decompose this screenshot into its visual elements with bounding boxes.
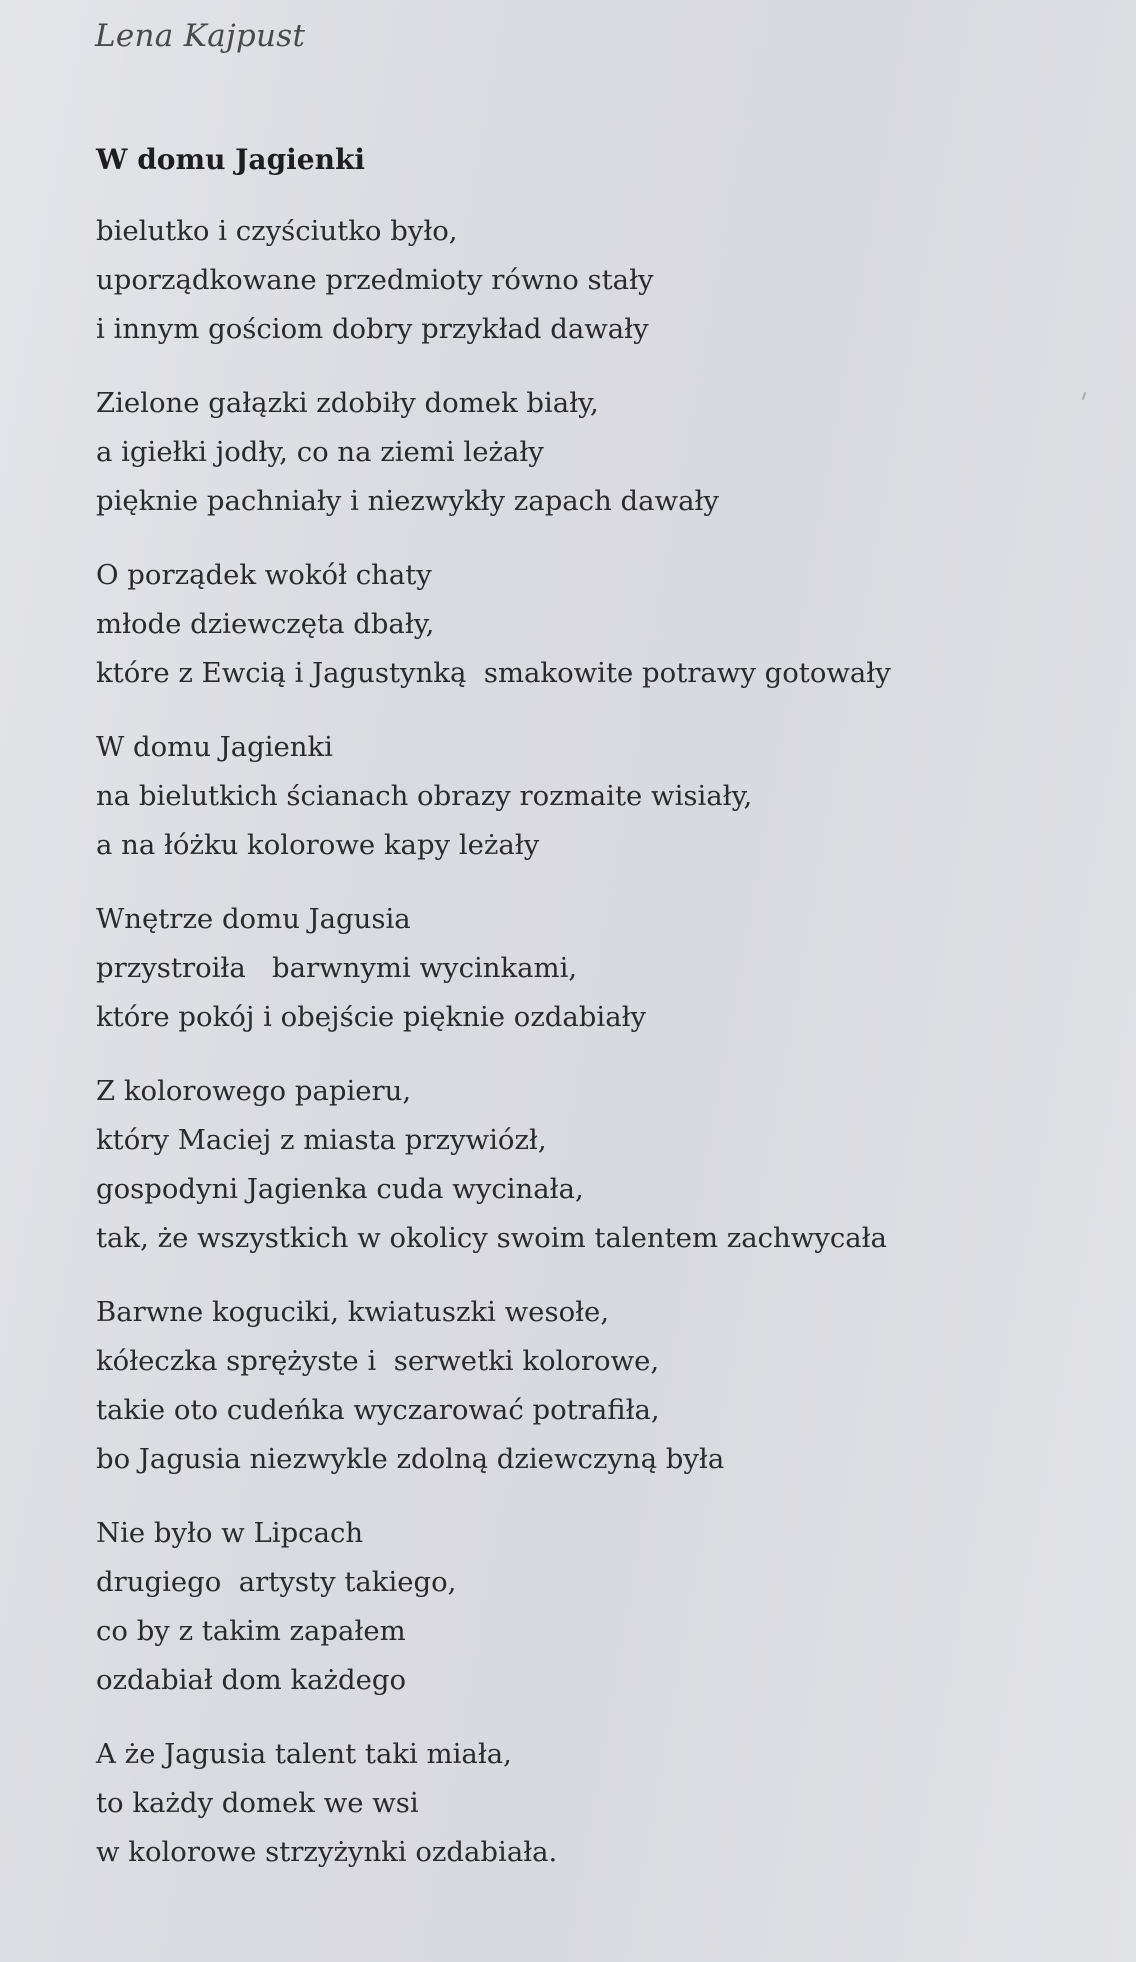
poem-line: bielutko i czyściutko było,: [96, 215, 458, 247]
poem-line: przystroiła barwnymi wycinkami,: [96, 952, 578, 984]
poem-stanza: [96, 551, 1096, 698]
poem-stanza: [96, 379, 1096, 526]
poem-line: który Maciej z miasta przywiózł,: [96, 1124, 547, 1156]
poem-body: [96, 207, 1096, 1902]
poem-line: a igiełki jodły, co na ziemi leżały: [96, 436, 544, 468]
poem-line: tak, że wszystkich w okolicy swoim talentem zachwycała: [96, 1222, 887, 1254]
poem-line: O porządek wokół chaty: [96, 559, 432, 591]
poem-line: takie oto cudeńka wyczarować potrafiła,: [96, 1394, 660, 1426]
poem-title: W domu Jagienki: [96, 143, 365, 176]
poem-line: i innym gościom dobry przykład dawały: [96, 313, 649, 345]
poem-line: W domu Jagienki: [96, 731, 333, 763]
poem-line: co by z takim zapałem: [96, 1615, 406, 1647]
poem-line: na bielutkich ścianach obrazy rozmaite wisiały,: [96, 780, 753, 812]
poem-line: gospodyni Jagienka cuda wycinała,: [96, 1173, 584, 1205]
poem-line: Nie było w Lipcach: [96, 1517, 364, 1549]
poem-line: uporządkowane przedmioty równo stały: [96, 264, 654, 296]
poem-stanza: [96, 1509, 1096, 1705]
poem-line: bo Jagusia niezwykle zdolną dziewczyną była: [96, 1443, 725, 1475]
poem-line: a na łóżku kolorowe kapy leżały: [96, 829, 540, 861]
poem-line: Wnętrze domu Jagusia: [96, 903, 411, 935]
poem-line: drugiego artysty takiego,: [96, 1566, 457, 1598]
poem-line: Barwne koguciki, kwiatuszki wesołe,: [96, 1296, 610, 1328]
poem-stanza: [96, 895, 1096, 1042]
poem-stanza: [96, 207, 1096, 354]
poem-line: Z kolorowego papieru,: [96, 1075, 412, 1107]
poem-stanza: [96, 723, 1096, 870]
poem-line: w kolorowe strzyżynki ozdabiała.: [96, 1836, 558, 1868]
poem-line: ozdabiał dom każdego: [96, 1664, 407, 1696]
poem-line: które pokój i obejście pięknie ozdabiały: [96, 1001, 647, 1033]
poem-line: Zielone gałązki zdobiły domek biały,: [96, 387, 599, 419]
poem-stanza: [96, 1067, 1096, 1263]
author-name: Lena Kajpust: [95, 18, 306, 54]
poem-line: pięknie pachniały i niezwykły zapach dawały: [96, 485, 719, 517]
poem-line: kółeczka sprężyste i serwetki kolorowe,: [96, 1345, 660, 1377]
poem-stanza: [96, 1288, 1096, 1484]
poem-line: które z Ewcią i Jagustynką smakowite potrawy gotowały: [96, 657, 891, 689]
poem-line: A że Jagusia talent taki miała,: [96, 1738, 512, 1770]
poem-line: młode dziewczęta dbały,: [96, 608, 435, 640]
poem-stanza: [96, 1730, 1096, 1877]
poem-line: to każdy domek we wsi: [96, 1787, 419, 1819]
